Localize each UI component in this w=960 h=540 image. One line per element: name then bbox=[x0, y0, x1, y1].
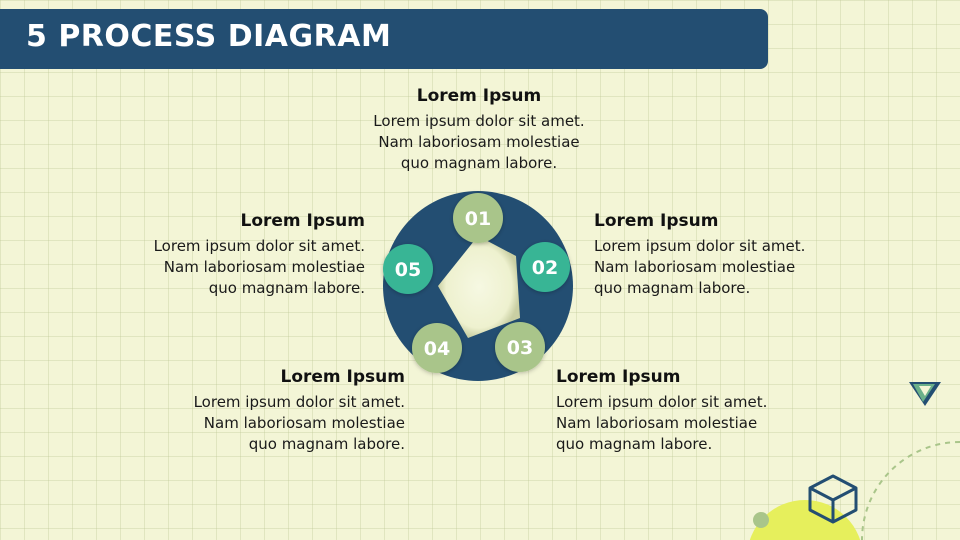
step-5-text bbox=[105, 211, 365, 299]
step-2-badge bbox=[520, 242, 570, 292]
step-4-heading: Lorem Ipsum bbox=[280, 367, 405, 387]
step-4-badge bbox=[412, 323, 462, 373]
step-4-body: Lorem ipsum dolor sit amet. Nam laboriosam molestiae quo magnam labore. bbox=[193, 393, 405, 453]
process-cycle bbox=[380, 188, 580, 388]
step-3-badge bbox=[495, 322, 545, 372]
step-2-body: Lorem ipsum dolor sit amet. Nam laboriosam molestiae quo magnam labore. bbox=[594, 237, 806, 297]
step-1-badge bbox=[453, 193, 503, 243]
step-2-number: 02 bbox=[531, 257, 559, 279]
step-4-text bbox=[145, 367, 405, 455]
step-5-number: 05 bbox=[394, 259, 422, 281]
title-bar bbox=[0, 9, 768, 69]
step-5-badge bbox=[383, 244, 433, 294]
step-5-heading: Lorem Ipsum bbox=[240, 211, 365, 231]
step-1-body: Lorem ipsum dolor sit amet. Nam laboriosam molestiae quo magnam labore. bbox=[373, 112, 585, 172]
cube-icon bbox=[805, 474, 861, 524]
step-1-text bbox=[349, 86, 609, 174]
triangle-logo-icon bbox=[905, 378, 945, 410]
step-1-number: 01 bbox=[464, 208, 492, 230]
step-5-body: Lorem ipsum dolor sit amet. Nam laboriosam molestiae quo magnam labore. bbox=[153, 237, 365, 297]
step-2-text bbox=[594, 211, 854, 299]
step-3-body: Lorem ipsum dolor sit amet. Nam laboriosam molestiae quo magnam labore. bbox=[556, 393, 768, 453]
page-title: 5 PROCESS DIAGRAM bbox=[26, 19, 392, 54]
step-1-heading: Lorem Ipsum bbox=[416, 86, 542, 106]
step-3-heading: Lorem Ipsum bbox=[556, 367, 681, 387]
step-2-heading: Lorem Ipsum bbox=[594, 211, 719, 231]
step-3-number: 03 bbox=[506, 337, 534, 359]
step-4-number: 04 bbox=[423, 338, 451, 360]
